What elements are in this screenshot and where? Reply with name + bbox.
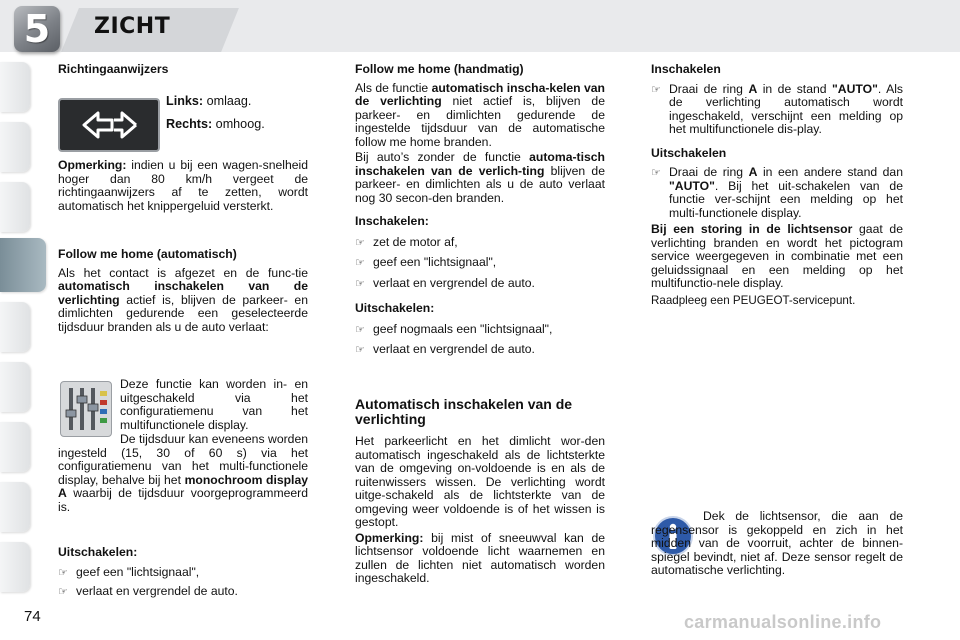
- turn-signal-arrows-icon: [58, 98, 160, 152]
- middle-column: Follow me home (handmatig) Als de functie automatisch inscha-kelen van de verlichting niet actief is, blijven de parkeer- en dimlichten gedurende de ingestelde tijdsduur van de automatische follow me home branden. Bij auto’s zonder de functie automa-tisch inschakelen van de verlich-ting blijven de parkeer- en dimlichten als u de auto verlaat nog 30 secon-den branden. Inschakelen: ☞ zet de motor af, ☞ geef een "lichtsignaal", ☞ verlaat en vergrendel de auto. Uitschakelen: ☞ geef nogmaals een "lichtsignaal", ☞ verlaat en vergrendel de auto.: [355, 62, 605, 356]
- chapter-title: ZICHT: [94, 14, 171, 39]
- pointing-hand-icon: ☞: [355, 256, 365, 269]
- right-in-heading: Inschakelen: [651, 62, 721, 76]
- fmh-auto-text-1: Als het contact is afgezet en de func-tie: [58, 265, 308, 280]
- pointing-hand-icon: ☞: [355, 322, 365, 336]
- info-text: Dek de lichtsensor, die aan de regensensor is gekoppeld en zich in het midden van de voorruit, achter de binnen-spiegel bevindt, niet af. Deze sensor regelt de automatische verlichting.: [651, 509, 903, 577]
- links-label: Links:: [166, 94, 204, 108]
- middle-uit-item: ☞ geef nogmaals een "lichtsignaal",: [355, 321, 553, 336]
- links-value: omlaag.: [203, 94, 252, 108]
- left-uit-item: ☞ verlaat en vergrendel de auto.: [58, 584, 238, 598]
- config-text: Deze functie kan worden in- en uitgeschakeld via het configuratiemenu van het multifunctionele display.: [120, 377, 308, 432]
- side-tab-1[interactable]: [0, 62, 30, 112]
- tijd-text-1: De tijdsduur kan eveneens worden ingesteld (15, 30 of 60 s) via het configuratiemenu van het multi-functionele display, behalve bij het: [58, 432, 308, 487]
- left-uit-item: ☞ geef een "lichtsignaal",: [58, 564, 200, 579]
- pointing-hand-icon: ☞: [58, 585, 68, 598]
- pointing-hand-icon: ☞: [355, 235, 365, 249]
- config-menu-sliders-icon: [60, 381, 112, 437]
- tijd-bold: monochroom display A: [58, 472, 308, 500]
- side-tab-3[interactable]: [0, 182, 30, 232]
- pointing-hand-icon: ☞: [651, 82, 661, 96]
- right-uit-heading: Uitschakelen: [651, 145, 727, 160]
- side-tab-active[interactable]: [0, 238, 46, 292]
- auto-heading: Automatisch inschakelen van de verlichting: [355, 396, 573, 427]
- pointing-hand-icon: ☞: [651, 166, 661, 179]
- fmh-auto-bold: automatisch inschakelen van de verlichting: [58, 279, 308, 307]
- opmerking-text: indien u bij een wagen-snelheid hoger dan 80 km/h vergeet de richtingaanwijzers af te zetten, wordt automatisch het knippergeluid versterkt.: [58, 158, 308, 213]
- fmh-manual-heading: Follow me home (handmatig): [355, 62, 524, 76]
- middle-in-heading: Inschakelen:: [355, 214, 429, 228]
- middle-uit-item: ☞ verlaat en vergrendel de auto.: [355, 342, 535, 356]
- rechts-label: Rechts:: [166, 117, 213, 131]
- pointing-hand-icon: ☞: [355, 276, 365, 290]
- side-tab-8[interactable]: [0, 482, 30, 532]
- side-tab-7[interactable]: [0, 422, 30, 472]
- middle-in-item: ☞ verlaat en vergrendel de auto.: [355, 275, 535, 290]
- pointing-hand-icon: ☞: [355, 343, 365, 356]
- watermark: carmanualsonline.info: [684, 612, 882, 632]
- chapter-number-badge: 5: [14, 6, 60, 52]
- info-note: [651, 510, 903, 578]
- opmerking-label: Opmerking:: [58, 158, 127, 172]
- rechts-value: omhoog.: [212, 117, 265, 131]
- auto-text: Het parkeerlicht en het dimlicht wor-den automatisch ingeschakeld als de lichtsterkte van de omgeving on-voldoende is en als de ruitenwissers wissen. De verlichting wordt uitge-schakeld als de lichtsterkte van de omgeving weer voldoende is of het wissen is gestopt.: [355, 434, 605, 529]
- middle-in-item: ☞ zet de motor af,: [355, 234, 458, 249]
- turn-signal-labels: [166, 94, 306, 132]
- left-column: [58, 63, 310, 77]
- page-number: 74: [24, 608, 41, 625]
- fmh-auto-text-2: actief is, blijven de parkeer- en dimlichten gedurende een geselecteerde tijdsduur branden als u de auto verlaat:: [58, 292, 308, 334]
- right-column: Inschakelen ☞ Draai de ring A in de stand "AUTO". Als de verlichting automatisch wordt ingeschakeld, verschijnt een melding op het multifunctionele dis-play. Uitschakelen ☞ Draai de ring A in een andere stand dan "AUTO". Bij het uit-schakelen van de functie ver-schijnt een melding op het multi-functionele display. Bij een storing in de lichtsensor gaat de verlichting branden en wordt het pictogram service weergegeven in combinatie met een geluidssignaal en een melding op het multifunctio-nele display. Raadpleeg een PEUGEOT-servicepunt.: [651, 62, 904, 307]
- raadpleeg-text: Raadpleeg een PEUGEOT-servicepunt.: [651, 293, 856, 307]
- fmh-auto-heading: Follow me home (automatisch): [58, 247, 237, 261]
- fmh-auto-section: [58, 248, 308, 334]
- right-in-item: ☞ Draai de ring A in de stand "AUTO". Als de verlichting automatisch wordt ingeschakeld, verschijnt een melding op het multifunctionele dis-play.: [651, 81, 904, 136]
- middle-uit-heading: Uitschakelen:: [355, 301, 435, 315]
- left-uitschakelen: [58, 546, 308, 599]
- tijd-text-2: waarbij de tijdsduur voorgeprogrammeerd is.: [58, 486, 308, 514]
- pointing-hand-icon: ☞: [58, 565, 68, 579]
- auto-section: Automatisch inschakelen van de verlichting Het parkeerlicht en het dimlicht wor-den automatisch ingeschakeld als de lichtsterkte van de omgeving on-voldoende is en als de ruitenwissers wissen. De verlichting wordt uitge-schakeld als de lichtsterkte van de omgeving weer voldoende is of het wissen is gestopt. Opmerking: bij mist of sneeuwval kan de lichtsensor voldoende licht waarnemen en zullen de lichten niet automatisch worden ingeschakeld.: [355, 396, 605, 585]
- left-opmerking: [58, 159, 308, 213]
- side-tab-6[interactable]: [0, 362, 30, 412]
- side-tab-9[interactable]: [0, 542, 30, 592]
- richting-heading: Richtingaanwijzers: [58, 62, 169, 76]
- middle-in-item: ☞ geef een "lichtsignaal",: [355, 255, 497, 269]
- side-tab-5[interactable]: [0, 302, 30, 352]
- middle-opm-label: Opmerking:: [355, 530, 424, 545]
- left-uit-heading: Uitschakelen:: [58, 545, 138, 559]
- right-uit-item: ☞ Draai de ring A in een andere stand dan "AUTO". Bij het uit-schakelen van de functie ver-schijnt een melding op het multi-functionele display.: [651, 165, 903, 220]
- tijdsduur-text: [58, 433, 308, 514]
- side-tab-2[interactable]: [0, 122, 30, 172]
- storing-bold: Bij een storing in de lichtsensor: [651, 222, 853, 236]
